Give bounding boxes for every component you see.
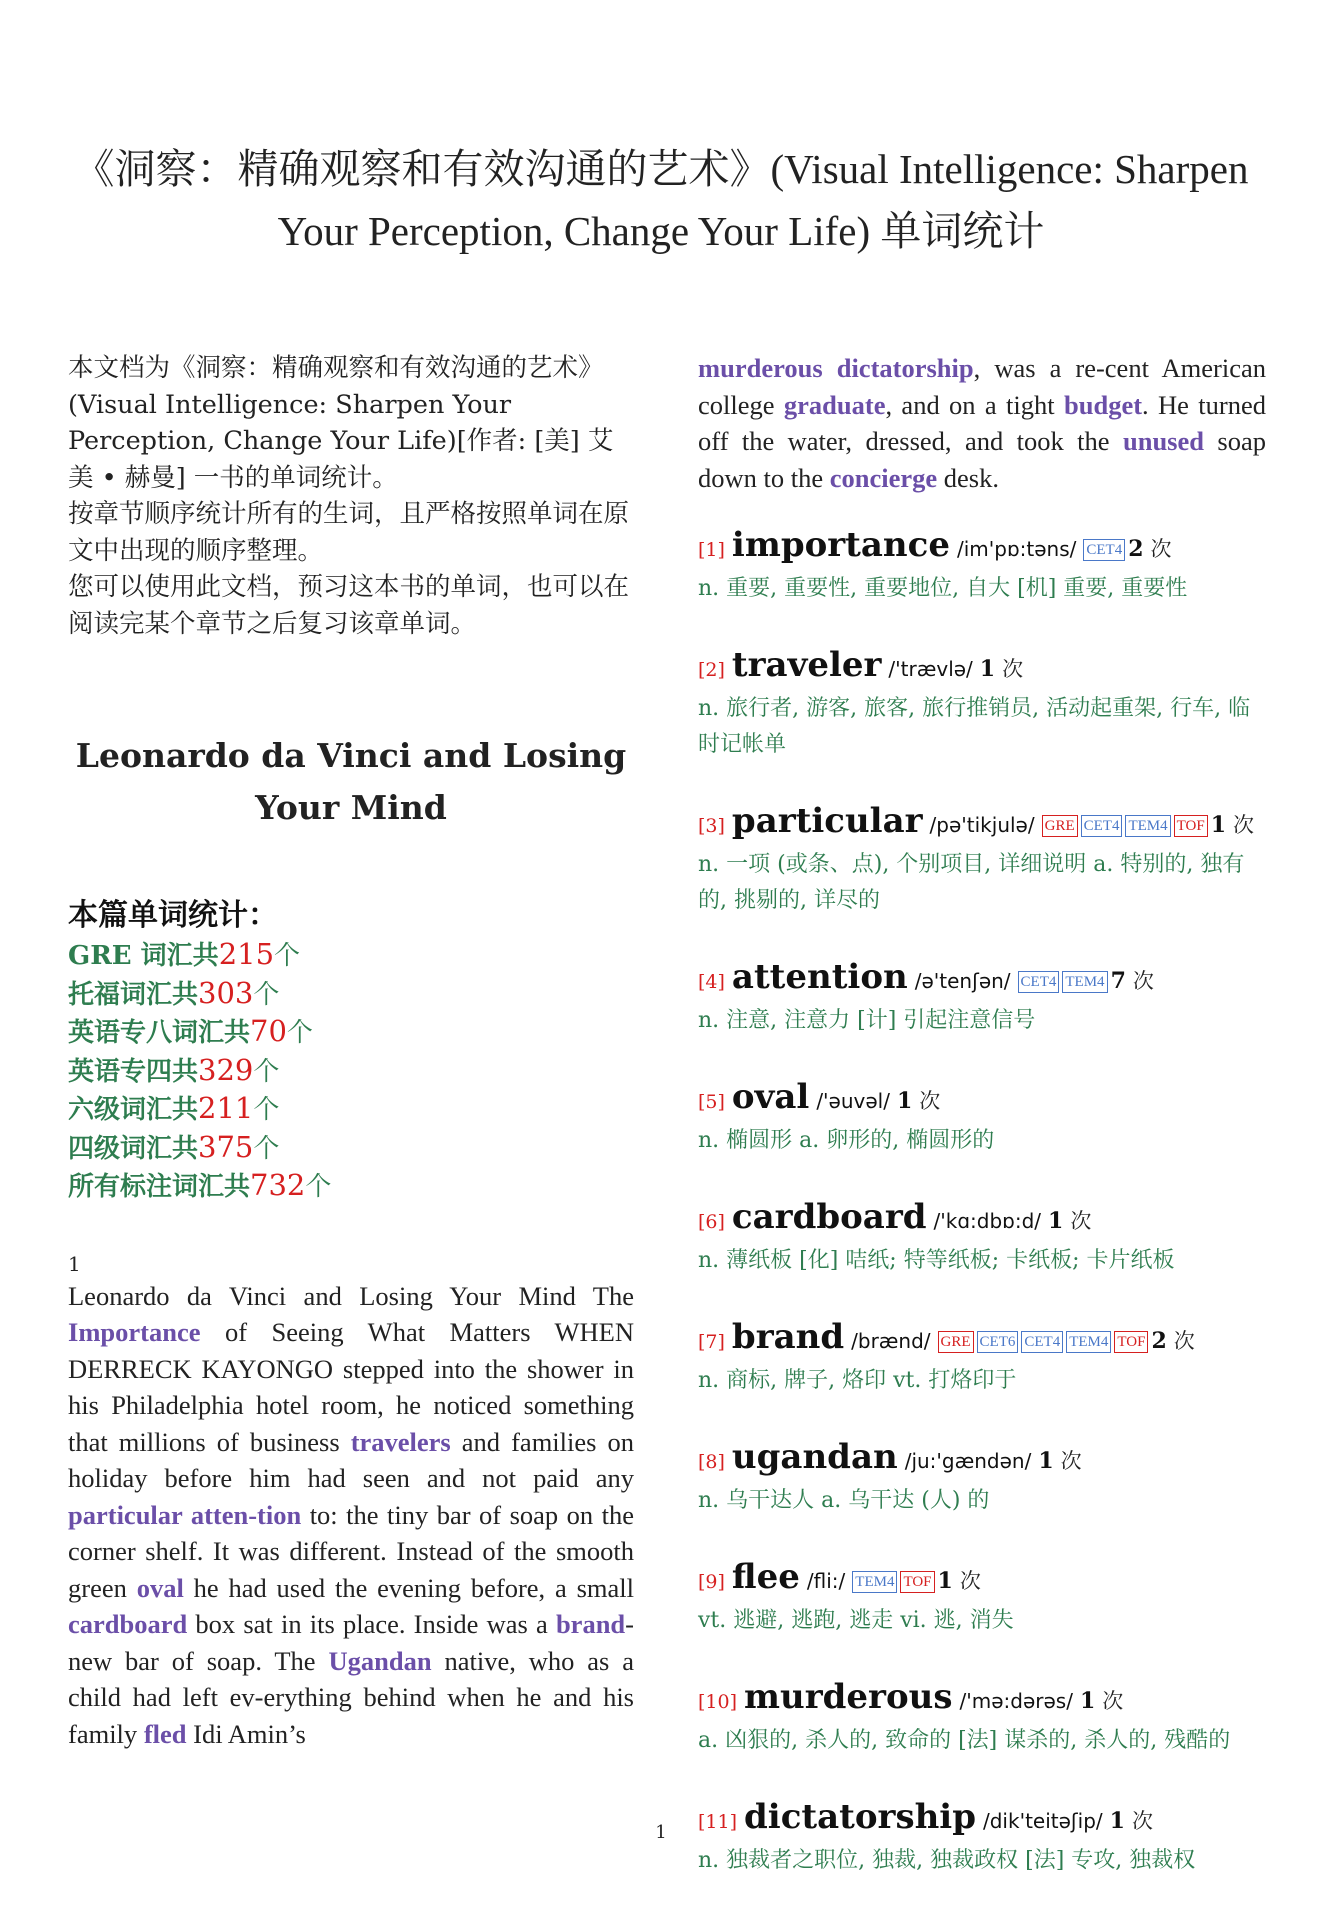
exam-tag-badge: TOF [1174,815,1208,837]
entry-index: [10] [698,1691,738,1713]
highlighted-word: fled [143,1718,187,1749]
exam-tag-badge: CET4 [1081,815,1123,837]
vocab-entry-header [698,1676,1266,1723]
entry-definition: n. 重要, 重要性, 重要地位, 自大 [机] 重要, 重要性 [698,576,1188,601]
entry-definition: a. 凶狠的, 杀人的, 致命的 [法] 谋杀的, 杀人的, 残酷的 [698,1728,1231,1753]
exam-tag-badge: CET4 [1021,1331,1063,1353]
entry-count: 2 [1128,536,1144,562]
stat-unit: 个 [253,1133,280,1164]
entry-definition: n. 薄纸板 [化] 咭纸; 特等纸板; 卡纸板; 卡片纸板 [698,1248,1175,1273]
text-segment: , and on a tight [885,389,1064,420]
entry-count: 7 [1110,968,1126,994]
stats-heading: 本篇单词统计： [68,898,278,933]
exam-tag-badge: CET4 [1018,971,1060,993]
entry-phonetic: /'əuvəl/ [816,1089,890,1113]
highlighted-word: Importance [68,1317,201,1347]
intro-block [68,350,634,642]
entry-phonetic: /'mə:dərəs/ [959,1689,1073,1713]
stat-label: 英语专八词汇共 [68,1018,251,1048]
stat-unit: 个 [253,1095,280,1125]
highlighted-word: concierge [829,462,938,493]
entry-count: 1 [1079,1688,1096,1714]
entry-count-unit: 次 [1233,813,1255,837]
stat-value: 211 [198,1091,254,1125]
entry-phonetic: /im'pɒ:təns/ [956,537,1077,561]
vocab-entry [698,1196,1266,1279]
entry-index: [9] [698,1571,725,1593]
vocab-entry [698,956,1266,1039]
text-segment: , was a re-cent American college [698,353,1266,420]
entry-definition: n. 商标, 牌子, 烙印 vt. 打烙印于 [698,1368,1017,1393]
entry-word: particular [731,801,923,841]
entry-word: dictatorship [744,1797,976,1837]
highlighted-word: murderous dictatorship [698,353,974,383]
exam-tag-badge: GRE [1042,815,1078,837]
stat-label: GRE 词汇共 [68,941,219,971]
text-segment: Idi Amin’s [186,1718,306,1749]
text-segment: soap down to the [698,426,1266,493]
entry-phonetic: /'trævlə/ [888,657,973,681]
exam-tag-badge: TEM4 [1066,1331,1111,1353]
highlighted-word: brand [555,1609,626,1639]
entry-count-unit: 次 [1173,1329,1195,1353]
highlighted-word: particular atten-tion [68,1499,302,1530]
stat-toefl [68,975,634,1014]
stat-value: 375 [198,1129,254,1164]
entry-index: [11] [698,1811,738,1833]
stat-unit: 个 [305,1172,332,1202]
entry-index: [7] [698,1331,725,1353]
entry-word: ugandan [731,1437,898,1477]
vocab-entry-header [698,1196,1266,1243]
text-segment: and families on holiday before him had seen and not paid any [68,1426,635,1493]
entry-phonetic: /ju:'gændən/ [904,1449,1032,1473]
intro-paragraph: 按章节顺序统计所有的生词，且严格按照单词在原文中出现的顺序整理。 [68,499,630,566]
stat-value: 303 [198,975,254,1010]
exam-tag-badge: TEM4 [852,1571,897,1593]
intro-paragraph: 本文档为《洞察：精确观察和有效沟通的艺术》(Visual Intelligence: Sharpen Your Perception, Change Your Life)[作者: [美] 艾美 • 赫曼] 一书的单词统计。 [68,353,614,493]
exam-tag-badge: CET4 [1083,539,1125,561]
left-column [68,350,634,1752]
vocab-entry [698,644,1266,763]
stat-value: 70 [250,1014,287,1048]
text-segment: box sat in its place. Inside was a [187,1609,556,1639]
vocab-entry-header [698,524,1266,571]
vocab-entry-header [698,1436,1266,1483]
entry-count-unit: 次 [1132,969,1154,993]
highlighted-word: Ugandan [328,1645,432,1676]
entry-phonetic: /pə'tikjulə/ [929,813,1035,837]
entry-definition: vt. 逃避, 逃跑, 逃走 vi. 逃, 消失 [698,1608,1014,1633]
stat-label: 四级词汇共 [68,1133,199,1164]
entry-word: traveler [731,645,882,685]
stat-label: 六级词汇共 [68,1095,199,1125]
vocab-entry-header [698,956,1266,1003]
entry-count-unit: 次 [959,1569,981,1593]
chapter-text-right [698,350,1266,496]
entry-count-unit: 次 [1060,1449,1082,1473]
entry-index: [2] [698,659,725,681]
entry-index: [6] [698,1211,725,1233]
stat-value: 732 [250,1168,306,1202]
highlighted-word: graduate [783,389,886,420]
entry-count-unit: 次 [1150,537,1172,561]
vocab-entry-header [698,1076,1266,1123]
vocab-entry-header [698,800,1266,847]
stats-list [68,936,634,1206]
entry-definition: n. 注意, 注意力 [计] 引起注意信号 [698,1008,1036,1033]
vocab-entry [698,1676,1266,1759]
stat-cet4 [68,1129,634,1168]
text-segment: native, who as a child had left ev-erything behind when he and his family [68,1645,634,1749]
entry-count: 1 [1048,1208,1064,1234]
vocab-entry [698,1076,1266,1159]
entry-word: flee [731,1557,800,1597]
exam-tag-badge: CET6 [977,1331,1019,1353]
stat-unit: 个 [286,1018,313,1048]
entry-index: [5] [698,1091,725,1113]
stat-value: 329 [198,1052,254,1087]
chapter-text-left [68,1278,634,1753]
exam-tag-badge: TOF [900,1571,934,1593]
highlighted-word: cardboard [68,1609,188,1639]
entry-count: 1 [937,1568,953,1594]
entry-phonetic: /brænd/ [851,1329,931,1353]
stat-unit: 个 [253,979,280,1010]
entry-index: [4] [698,971,725,993]
entry-count: 1 [896,1088,913,1114]
text-segment: desk. [937,462,999,493]
page-number: 1 [655,1822,667,1843]
section-title: Leonardo da Vinci and Losing Your Mind [75,736,627,827]
entry-definition: n. 独裁者之职位, 独裁, 独裁政权 [法] 专攻, 独裁权 [698,1848,1196,1873]
entry-word: importance [731,525,950,565]
text-segment: he had used the evening before, a small [183,1572,634,1603]
entry-word: murderous [744,1677,953,1717]
text-segment: . He turned off the water, dressed, and took the [698,389,1266,456]
stat-label: 英语专四共 [68,1056,199,1087]
stat-cet6 [68,1090,634,1129]
entry-count-unit: 次 [1131,1809,1153,1833]
entry-word: oval [731,1077,810,1117]
text-segment: Leonardo da Vinci and Losing Your Mind The [68,1280,634,1311]
text-segment: of Seeing What Matters WHEN DERRECK KAYONGO stepped into the shower in his Philadelphia hotel room, he noticed something that millions of business [68,1317,634,1457]
text-segment: to: the tiny bar of soap on the corner shelf. It was different. Instead of the smooth green [68,1499,635,1603]
entry-count: 1 [1210,812,1227,838]
stat-gre [68,936,634,975]
chapter-number: 1 [68,1251,81,1276]
intro-paragraph: 您可以使用此文档，预习这本书的单词，也可以在阅读完某个章节之后复习该章单词。 [68,572,630,639]
stat-tem8 [68,1013,634,1052]
exam-tag-badge: TOF [1114,1331,1148,1353]
vocabulary-list [698,524,1266,1879]
stat-label: 所有标注词汇共 [68,1172,251,1202]
entry-count-unit: 次 [1070,1209,1092,1233]
highlighted-word: oval [136,1572,184,1603]
stat-all [68,1167,634,1206]
highlighted-word: unused [1122,426,1204,456]
stat-tem4 [68,1052,634,1091]
exam-tag-badge: TEM4 [1062,971,1107,993]
entry-index: [8] [698,1451,725,1473]
entry-phonetic: /dik'teitəʃip/ [983,1809,1103,1833]
vocab-entry-header [698,1316,1266,1363]
entry-count: 1 [1109,1808,1125,1834]
exam-tag-badge: TEM4 [1125,815,1170,837]
vocab-entry [698,1556,1266,1639]
entry-count: 1 [1038,1448,1054,1474]
entry-phonetic: /'kɑ:dbɒ:d/ [933,1209,1042,1233]
entry-definition: n. 乌干达人 a. 乌干达 (人) 的 [698,1488,990,1513]
stat-value: 215 [218,937,275,971]
entry-count: 2 [1151,1328,1167,1354]
entry-word: cardboard [731,1197,927,1237]
right-column [698,350,1266,1916]
exam-tag-badge: GRE [938,1331,974,1353]
entry-count: 1 [979,656,996,682]
entry-count-unit: 次 [919,1089,941,1113]
entry-definition: n. 旅行者, 游客, 旅客, 旅行推销员, 活动起重架, 行车, 临时记帐单 [698,696,1251,757]
entry-word: attention [731,957,908,997]
entry-word: brand [731,1317,845,1357]
entry-phonetic: /ə'tenʃən/ [914,969,1011,993]
stat-unit: 个 [274,941,301,971]
highlighted-word: travelers [350,1426,451,1457]
entry-count-unit: 次 [1102,1689,1124,1713]
stat-unit: 个 [253,1056,280,1087]
vocab-entry-header [698,644,1266,691]
vocab-entry [698,1436,1266,1519]
highlighted-word: budget [1063,389,1143,420]
vocab-entry [698,1316,1266,1399]
entry-definition: n. 椭圆形 a. 卵形的, 椭圆形的 [698,1128,995,1153]
text-segment: -new bar of soap. The [68,1609,634,1676]
entry-count-unit: 次 [1002,657,1024,681]
entry-definition: n. 一项 (或条、点), 个别项目, 详细说明 a. 特别的, 独有的, 挑剔的, 详尽的 [698,852,1245,913]
document-title: 《洞察：精确观察和有效沟通的艺术》(Visual Intelligence: Sharpen Your Perception, Change Your Life) 单词统计 [73,146,1249,254]
entry-index: [3] [698,815,725,837]
stat-label: 托福词汇共 [68,979,199,1010]
entry-index: [1] [698,539,725,561]
vocab-entry-header [698,1556,1266,1603]
entry-phonetic: /fli:/ [806,1569,846,1593]
vocab-entry [698,800,1266,919]
vocab-entry [698,524,1266,607]
